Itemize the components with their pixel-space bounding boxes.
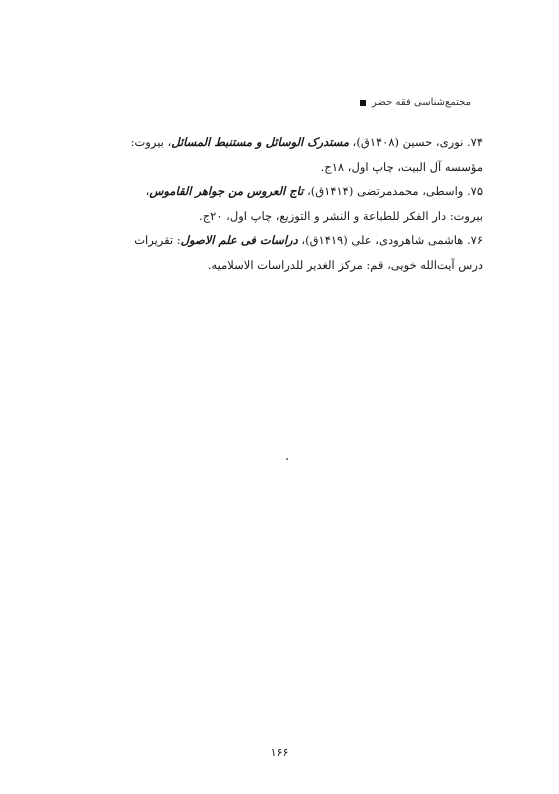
reference-title: تاج العروس من جواهر القاموس: [149, 184, 304, 198]
reference-item: [83, 130, 483, 179]
reference-line-continued: مؤسسه آل البیت، چاپ اول، ۱۸ج.: [320, 159, 483, 174]
reference-line: [83, 130, 483, 155]
stray-dot: [286, 458, 288, 460]
reference-line-continued: بیروت: دار الفکر للطباعة و النشر و التوزیع، چاپ اول، ۲۰ج.: [199, 208, 483, 223]
reference-title: مستدرک الوسائل و مستنبط المسائل: [171, 135, 350, 149]
reference-author: ۷۵. واسطی، محمدمرتضی (۱۴۱۴ق)،: [303, 184, 483, 198]
reference-item: [83, 228, 483, 277]
reference-line-continued: درس آیت‌الله خویی، قم: مرکز الغدیر للدراسات الاسلامیه.: [207, 257, 483, 272]
reference-line: [83, 228, 483, 253]
reference-list: [83, 130, 483, 277]
running-head-title: مجتمع‌شناسی فقه حضر: [371, 97, 471, 108]
reference-author: ۷۴. نوری، حسین (۱۴۰۸ق)،: [349, 135, 483, 149]
reference-text: : تقریرات: [134, 233, 181, 247]
running-head: [360, 97, 471, 108]
reference-item: [83, 179, 483, 228]
reference-line: [83, 179, 483, 204]
square-bullet-icon: [360, 100, 366, 106]
reference-text: ،: [145, 184, 150, 198]
reference-author: ۷۶. هاشمی شاهرودی، علی (۱۴۱۹ق)،: [297, 233, 483, 247]
reference-text: ، بیروت:: [130, 135, 172, 149]
page-number: ۱۶۶: [270, 746, 289, 759]
reference-title: دراسات فی علم الاصول: [180, 233, 298, 247]
